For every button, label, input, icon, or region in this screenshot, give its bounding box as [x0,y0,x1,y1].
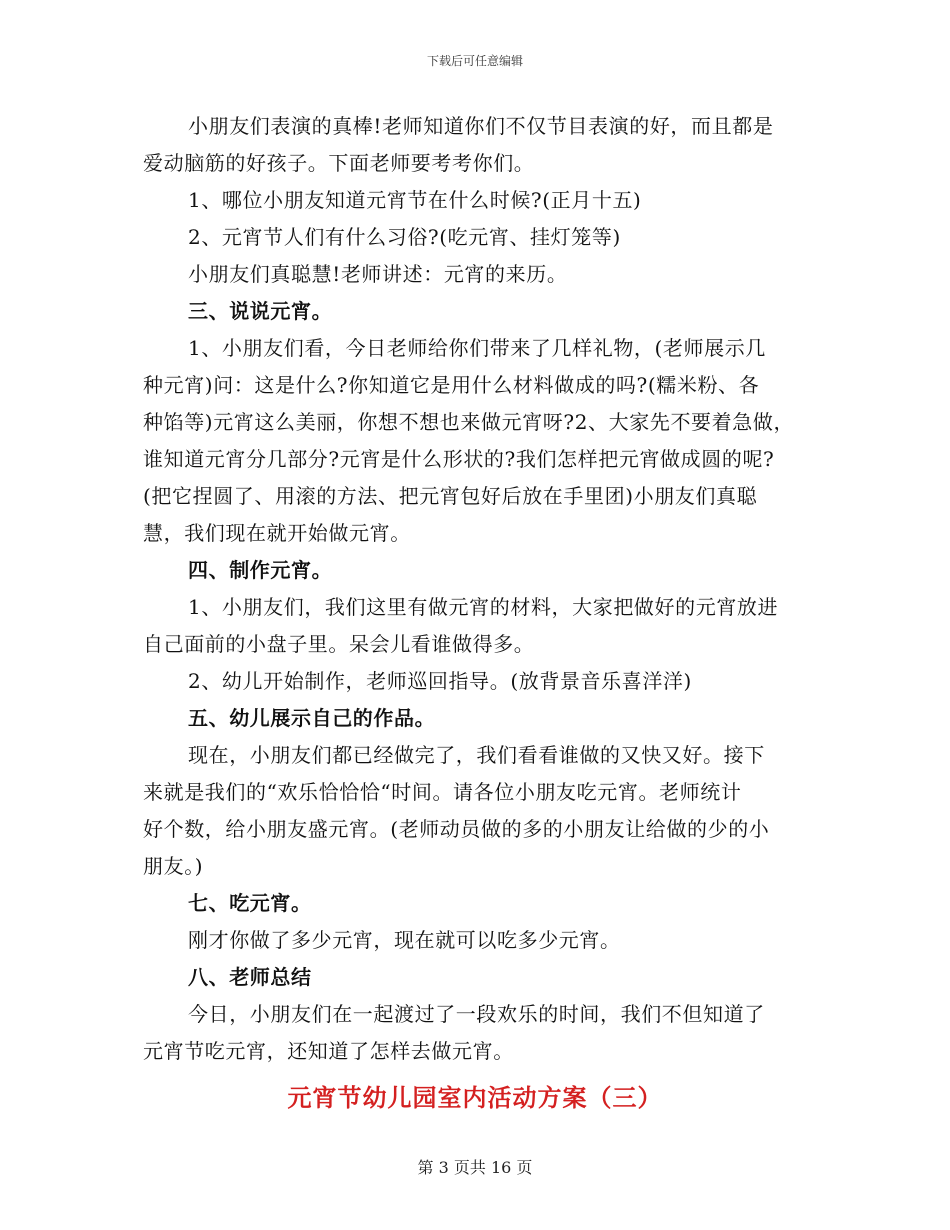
paragraph-line: 来就是我们的“欢乐恰恰恰“时间。请各位小朋友吃元宵。老师统计 [143,780,742,804]
document-body [143,108,815,1070]
paragraph-line: 小朋友们真聪慧!老师讲述：元宵的来历。 [188,262,568,286]
paragraph-line: 好个数，给小朋友盛元宵。(老师动员做的多的小朋友让给做的少的小 [143,817,770,841]
paragraph-line: 1、小朋友们，我们这里有做元宵的材料，大家把做好的元宵放进 [188,595,779,619]
section-heading: 五、幼儿展示自己的作品。 [188,706,436,730]
section-heading: 八、老师总结 [188,965,312,989]
paragraph-line: 自己面前的小盘子里。呆会儿看谁做得多。 [143,632,535,656]
paragraph-line: 谁知道元宵分几部分?元宵是什么形状的?我们怎样把元宵做成圆的呢? [143,447,775,471]
paragraph-line: 1、哪位小朋友知道元宵节在什么时候?(正月十五) [188,188,642,212]
paragraph-line: 2、幼儿开始制作，老师巡回指导。(放背景音乐喜洋洋) [188,669,692,693]
section-title: 元宵节幼儿园室内活动方案（三） [287,1083,663,1112]
paragraph-line: 今日，小朋友们在一起渡过了一段欢乐的时间，我们不但知道了 [188,1002,765,1026]
paragraph-line: 1、小朋友们看，今日老师给你们带来了几样礼物，(老师展示几 [188,336,766,360]
paragraph-line: 现在，小朋友们都已经做完了，我们看看谁做的又快又好。接下 [188,743,765,767]
paragraph-line: 2、元宵节人们有什么习俗?(吃元宵、挂灯笼等) [188,225,621,249]
paragraph-line: 爱动脑筋的好孩子。下面老师要考考你们。 [143,151,535,175]
paragraph-line: 小朋友们表演的真棒!老师知道你们不仅节目表演的好，而且都是 [188,114,774,138]
section-heading: 七、吃元宵。 [188,891,312,915]
paragraph-line: (把它捏圆了、用滚的方法、把元宵包好后放在手里团)小朋友们真聪 [143,484,758,508]
paragraph-line: 种馅等)元宵这么美丽，你想不想也来做元宵呀?2、大家先不要着急做， [143,410,795,434]
section-heading: 四、制作元宵。 [188,558,333,582]
paragraph-line: 慧，我们现在就开始做元宵。 [143,521,411,545]
paragraph-line: 种元宵)问：这是什么?你知道它是用什么材料做成的吗?(糯米粉、各 [143,373,760,397]
section-heading: 三、说说元宵。 [188,299,333,323]
page-header: 下载后可任意编辑 [426,54,523,68]
paragraph-line: 元宵节吃元宵，还知道了怎样去做元宵。 [143,1039,514,1063]
paragraph-line: 朋友。) [143,854,204,878]
page-footer: 第 3 页共 16 页 [417,1158,533,1177]
paragraph-line: 刚才你做了多少元宵，现在就可以吃多少元宵。 [188,928,621,952]
